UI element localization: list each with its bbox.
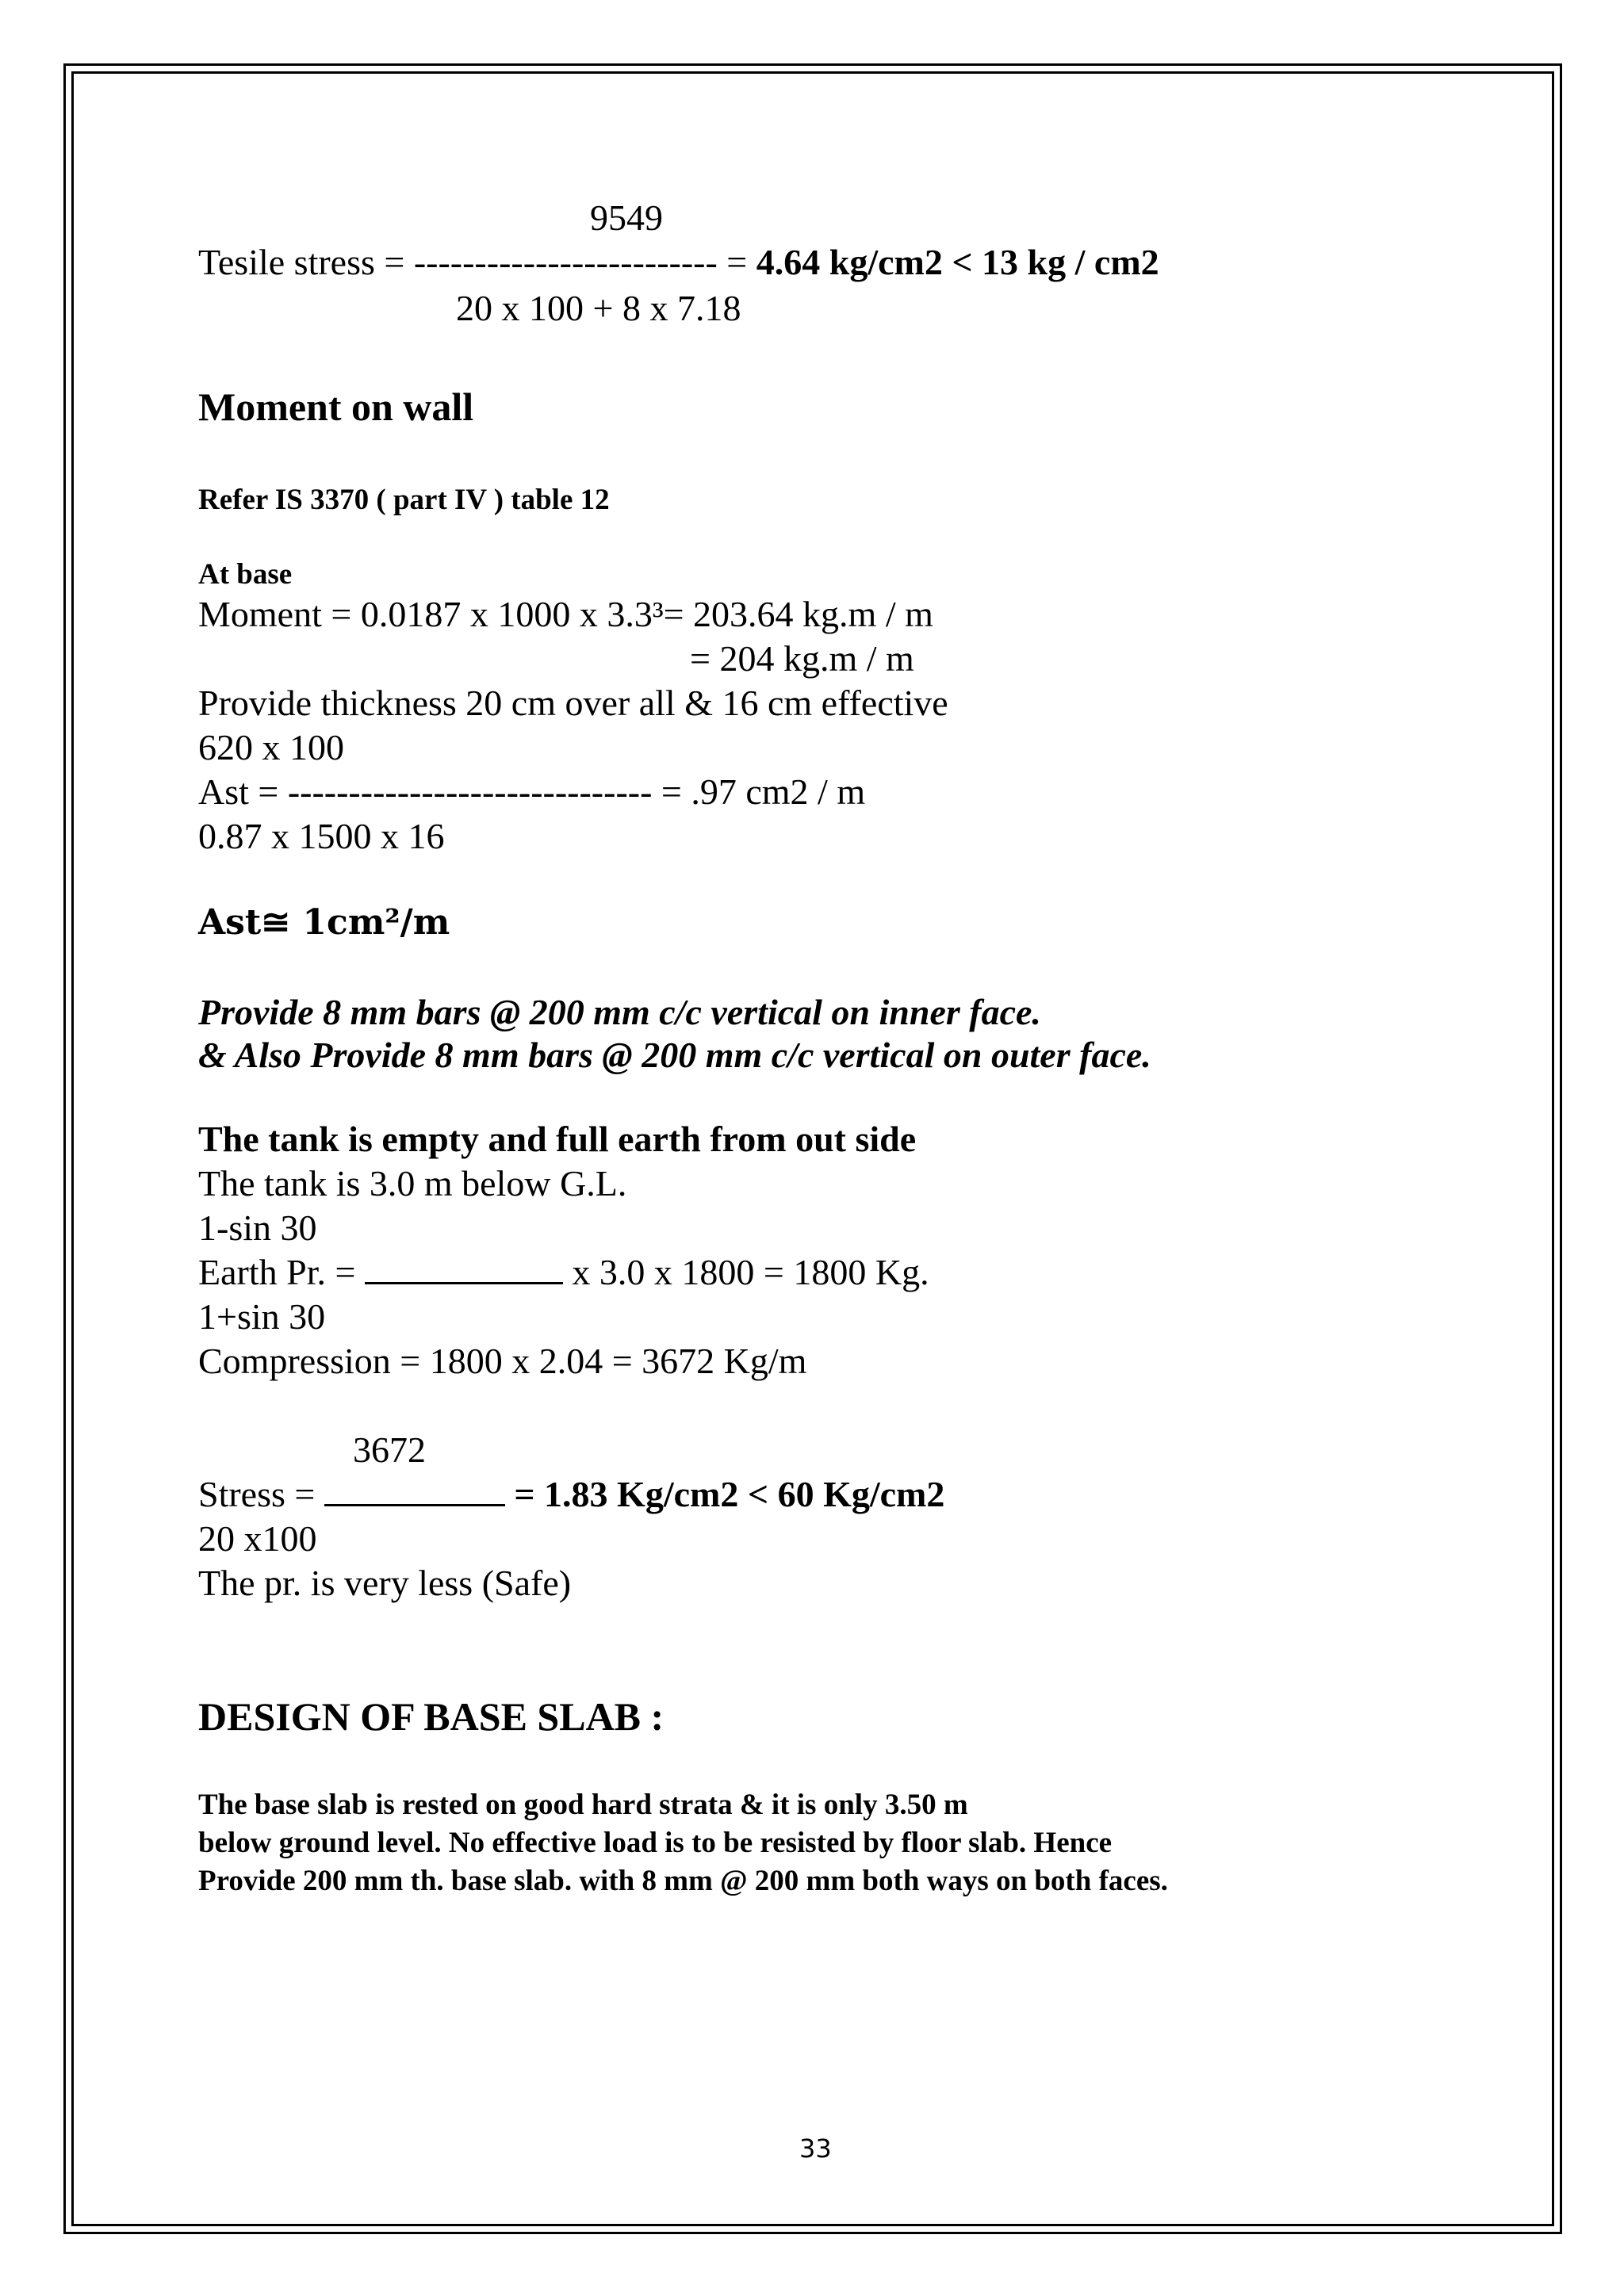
tensile-stress-result: 4.64 kg/cm2 < 13 kg / cm2 bbox=[756, 242, 1159, 282]
base-slab-line-1: The base slab is rested on good hard strata & it is only 3.50 m bbox=[198, 1789, 968, 1821]
ast-line: Ast = ------------------------------ = .97 cm2 / m bbox=[198, 771, 866, 812]
ast-approx: Ast≅ 1cm²/m bbox=[198, 902, 450, 943]
refer-line: Refer IS 3370 ( part IV ) table 12 bbox=[198, 484, 610, 516]
empty-tank-heading: The tank is empty and full earth from out side bbox=[198, 1119, 917, 1159]
stress-result: = 1.83 Kg/cm2 < 60 Kg/cm2 bbox=[504, 1474, 945, 1514]
ast-numerator: 620 x 100 bbox=[198, 727, 344, 767]
stress-prefix: Stress = bbox=[198, 1474, 324, 1514]
moment-line-1: Moment = 0.0187 x 1000 x 3.3³= 203.64 kg.m / m bbox=[198, 594, 933, 634]
provide-inner-face: Provide 8 mm bars @ 200 mm c/c vertical on inner face. bbox=[198, 992, 1041, 1032]
sin-plus-line: 1+sin 30 bbox=[198, 1296, 326, 1337]
stress-line bbox=[198, 1476, 944, 1513]
tensile-denominator: 20 x 100 + 8 x 7.18 bbox=[456, 288, 741, 328]
fraction-bar bbox=[324, 1499, 505, 1506]
base-slab-heading: DESIGN OF BASE SLAB : bbox=[198, 1694, 665, 1739]
below-gl-line: The tank is 3.0 m below G.L. bbox=[198, 1163, 627, 1203]
tensile-numerator: 9549 bbox=[590, 197, 663, 238]
page-number: 33 bbox=[799, 2133, 832, 2164]
tensile-stress-line bbox=[198, 244, 1159, 281]
ast-denominator: 0.87 x 1500 x 16 bbox=[198, 816, 445, 856]
moment-line-2: = 204 kg.m / m bbox=[690, 638, 914, 679]
fraction-bar bbox=[365, 1277, 563, 1284]
moment-heading: Moment on wall bbox=[198, 385, 474, 429]
tensile-stress-label: Tesile stress = ------------------------- = bbox=[198, 242, 756, 282]
base-slab-line-3: Provide 200 mm th. base slab. with 8 mm @ 200 mm both ways on both faces. bbox=[198, 1865, 1168, 1897]
thickness-line: Provide thickness 20 cm over all & 16 cm effective bbox=[198, 683, 948, 723]
pressure-safe-line: The pr. is very less (Safe) bbox=[198, 1563, 572, 1603]
base-slab-line-2: below ground level. No effective load is to be resisted by floor slab. Hence bbox=[198, 1827, 1113, 1859]
earth-suffix: x 3.0 x 1800 = 1800 Kg. bbox=[562, 1252, 929, 1292]
sin-minus-line: 1-sin 30 bbox=[198, 1207, 317, 1248]
stress-denominator: 20 x100 bbox=[198, 1518, 317, 1559]
at-base-label: At base bbox=[198, 558, 293, 591]
stress-numerator: 3672 bbox=[353, 1429, 426, 1470]
compression-line: Compression = 1800 x 2.04 = 3672 Kg/m bbox=[198, 1341, 807, 1381]
provide-outer-face: & Also Provide 8 mm bars @ 200 mm c/c vertical on outer face. bbox=[198, 1035, 1151, 1075]
earth-pressure-line bbox=[198, 1254, 929, 1291]
earth-prefix: Earth Pr. = bbox=[198, 1252, 365, 1292]
